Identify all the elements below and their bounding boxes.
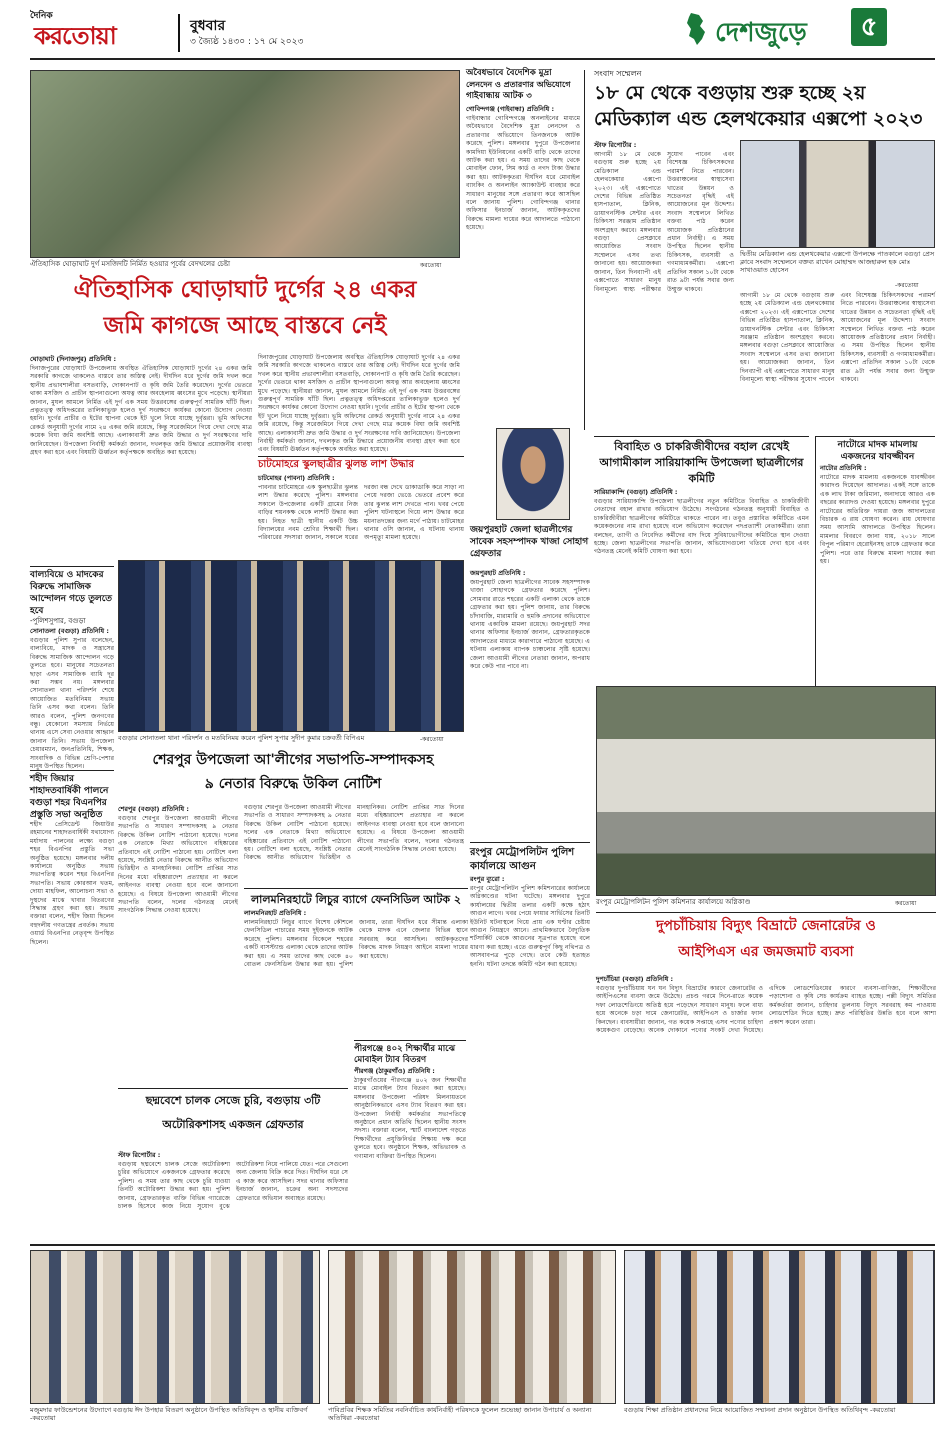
fire-photo-credit: করতোয়া	[895, 900, 917, 907]
story-natore	[815, 436, 935, 686]
story-rangpur-body: রংপুর মেট্রোপলিটন পুলিশ কমিশনারের কার্যালয়ে অগ্নিকাণ্ডের ঘটনা ঘটেছে। মঙ্গলবার দুপুরে কার্যালয়ের দ্বিতীয় তলার একটি কক্ষে হঠাৎ আগুন লাগে। খবর পেয়ে ফায়ার সার্ভিসের তিনটি ইউনিট ঘটনাস্থলে গিয়ে প্রায় এক ঘণ্টার চেষ্টায় আগুন নিয়ন্ত্রণে আনে। প্রাথমিকভাবে বৈদ্যুতিক শর্টসার্কিট থেকে আগুনের সূত্রপাত হয়েছে বলে ধারণা করা হচ্ছে। এতে গুরুত্বপূর্ণ কিছু নথিপত্র ও আসবাবপত্র পুড়ে গেছে। তবে কেউ হতাহত হননি। ঘটনা তদন্তে কমিটি গঠন করা হয়েছে।	[470, 885, 590, 968]
story-pirganj-headline: পীরগঞ্জে ৪০২ শিক্ষার্থীর মাঝে মোবাইল ট্যাব বিতরণ	[354, 1044, 456, 1065]
story-theft-dateline: স্টাফ রিপোর্টার :	[118, 1151, 161, 1159]
story-pirganj	[354, 1040, 466, 1238]
masthead-date: ৩ জ্যৈষ্ঠ ১৪৩০ : ১৭ মে ২০২৩	[190, 37, 304, 47]
story-natore-body: নাটোরে মাদক মামলায় একজনকে যাবজ্জীবন কারাদণ্ড দিয়েছেন আদালত। একই সঙ্গে তাকে এক লাখ টাকা জরিমানা, অনাদায়ে আরও এক বছরের কারাদণ্ড দেওয়া হয়েছে। মঙ্গলবার দুপুরে নাটোরের অতিরিক্ত দায়রা জজ আদালতের বিচারক এ রায় ঘোষণা করেন। রায় ঘোষণার সময় আসামি আদালতে উপস্থিত ছিলেন। মামলার বিবরণে জানা যায়, ২০১৮ সালে বিপুল পরিমাণ হেরোইনসহ তাকে গ্রেফতার করে পুলিশ। পরে তার বিরুদ্ধে মামলা দায়ের করা হয়।	[820, 474, 935, 566]
story-lalmonirhat	[244, 888, 468, 1038]
masthead-small-label: দৈনিক	[30, 11, 53, 21]
masthead-rule	[30, 58, 935, 60]
bottom-photo-3	[624, 1250, 935, 1404]
masthead	[0, 0, 945, 66]
story-saria-headline: বিবাহিত ও চাকরিজীবীদের বহাল রেখেই আগামীকাল সারিয়াকান্দি উপজেলা ছাত্রলীগের কমিটি	[599, 440, 804, 485]
story-saria-body: বগুড়ার সারিয়াকান্দি উপজেলা ছাত্রলীগের নতুন কমিটিতে বিবাহিত ও চাকরিজীবী নেতাদের বহাল রাখার অভিযোগ উঠেছে। সংগঠনের গঠনতন্ত্র অনুযায়ী বিবাহিত ও চাকরিজীবীরা ছাত্রলীগের কমিটিতে থাকতে পারেন না। তবুও প্রস্তাবিত কমিটিতে এমন কয়েকজনের নাম রাখা হয়েছে বলে অভিযোগ করেছেন পদপ্রত্যাশী নেতাকর্মীরা। তারা বলছেন, ত্যাগী ও নিবেদিত কর্মীদের বাদ দিয়ে সুবিধাভোগীদের কমিটিতে স্থান দেওয়া হচ্ছে। জেলা ছাত্রলীগের সভাপতি জানান, অভিযোগগুলো খতিয়ে দেখা হবে এবং গঠনতন্ত্র মেনেই কমিটি ঘোষণা করা হবে।	[594, 498, 809, 556]
fort-photo-caption: ঐতিহাসিক ঘোড়াঘাট দুর্গ মসজিদটি নির্মিত হওয়ার পূর্বের বেদখলের চেষ্টা	[30, 260, 231, 268]
story-sherpur-headline-line2: ৯ নেতার বিরুদ্ধে উকিল নোটিশ	[204, 776, 382, 792]
story-martyr-body: শহীদ প্রেসিডেন্ট জিয়াউর রহমানের শাহাদতবার্ষিকী যথাযোগ্য মর্যাদায় পালনের লক্ষ্যে বগুড়া শহর বিএনপির প্রস্তুতি সভা অনুষ্ঠিত হয়েছে। মঙ্গলবার দলীয় কার্যালয়ে অনুষ্ঠিত সভায় সভাপতিত্ব করেন শহর বিএনপির সভাপতি। সভায় কোরআন খতম, দোয়া মাহফিল, আলোচনা সভা ও দুস্থদের মাঝে খাবার বিতরণের সিদ্ধান্ত গ্রহণ করা হয়। সভায় বক্তারা বলেন, শহীদ জিয়া ছিলেন বহুদলীয় গণতন্ত্রের প্রবর্তক। সভায় ওয়ার্ড বিএনপির নেতৃবৃন্দ উপস্থিত ছিলেন।	[30, 821, 114, 946]
section-banner	[665, 8, 935, 52]
story-expo-headline: ১৮ মে থেকে বগুড়ায় শুরু হচ্ছে ২য় মেডিক্যাল এন্ড হেলথকেয়ার এক্সপো ২০২৩	[594, 82, 923, 130]
story-dupchanchia-dateline: দুপচাঁচিয়া (বগুড়া) প্রতিনিধি :	[596, 975, 674, 983]
fire-photo	[596, 686, 936, 896]
police-photo-credit: -করতোয়া	[420, 736, 444, 743]
story-expo-dateline: স্টাফ রিপোর্টার :	[594, 141, 637, 149]
story-dupchanchia-body: বগুড়ার দুপচাঁচিয়ায় ঘন ঘন বিদ্যুৎ বিভ্রাটের কারণে জেনারেটর ও আইপিএসের ব্যবসা জমে উঠেছে। প্রচণ্ড গরমে দিনে-রাতে কয়েক দফা লোডশেডিংয়ে অতিষ্ঠ হয়ে পড়েছেন সাধারণ মানুষ। ফলে বাধ্য হয়ে অনেকে চড়া দামে জেনারেটর, আইপিএস ও চার্জার ফ্যান কিনছেন। ব্যবসায়ীরা জানান, গত কয়েক সপ্তাহে এসব পণ্যের চাহিদা কয়েকগুণ বেড়েছে। অনেক দোকানে পণ্যের সংকট দেখা দিয়েছে। এদিকে লোডশেডিংয়ের কারণে ব্যবসা-বাণিজ্য, শিক্ষার্থীদের পড়াশোনা ও কৃষি সেচ কার্যক্রম ব্যাহত হচ্ছে। পল্লী বিদ্যুৎ সমিতির কর্মকর্তারা জানান, চাহিদার তুলনায় বিদ্যুৎ সরবরাহ কম পাওয়ায় লোডশেডিং দিতে হচ্ছে। দ্রুত পরিস্থিতির উন্নতি হবে বলে আশা প্রকাশ করেন তারা।	[596, 985, 936, 1035]
story-theft-headline-line1: ছদ্মবেশে চালক সেজে চুরি, বগুড়ায় ৩টি	[145, 1094, 321, 1107]
expo-photo-caption: দ্বিতীয় মেডিক্যাল এন্ড হেলথকেয়ার এক্সপো উপলক্ষে পাতকালে বগুড়া প্রেস ক্লাবে সংবাদ সম্মেলনে বক্তব্য রাখেন মোহাম্মদ আজহারুল হক মোঃ সাখাওয়াত হোসেন	[740, 250, 935, 274]
story-theft	[118, 1150, 348, 1238]
story-dollars	[466, 68, 580, 418]
bangladesh-map-icon	[685, 12, 707, 46]
story-jaipurhat-dateline: জয়পুরহাট প্রতিনিধি :	[470, 569, 526, 577]
story-lalmonirhat-headline: লালমনিরহাটে লিচুর ব্যাগে ফেনসিডিল আটক ২	[250, 893, 462, 906]
story-saria	[594, 436, 809, 686]
bottom-photo-3-caption: বগুড়ায় শিক্ষা প্রতিষ্ঠান প্রধানদের নিয়ে আয়োজিত সম্মাননা প্রদান অনুষ্ঠানে উপস্থিত অতিথিবৃন্দ -করতোয়া	[624, 1406, 896, 1414]
bottom-photo-2	[328, 1250, 616, 1404]
story-rangpur-dateline: রংপুর ব্যুরো :	[470, 875, 505, 883]
lead-dateline: ঘোড়াঘাট (দিনাজপুর) প্রতিনিধি :	[30, 355, 117, 363]
story-bannyo-headline: বাল্যবিয়ে ও মাদকের বিরুদ্ধে সামাজিক আন্দোলন গড়ে তুলতে হবে	[30, 570, 113, 616]
expo-photo	[740, 140, 935, 248]
story-bannyo-body: বগুড়ার পুলিশ সুপার বলেছেন, বাল্যবিয়ে, মাদক ও সন্ত্রাসের বিরুদ্ধে সামাজিক আন্দোলন গড়ে তুলতে হবে। মানুষের সচেতনতা ছাড়া এসব সামাজিক ব্যাধি দূর করা সম্ভব নয়। মঙ্গলবার সোনাতলা থানা পরিদর্শন শেষে আয়োজিত মতবিনিময় সভায় তিনি এসব কথা বলেন। তিনি আরও বলেন, পুলিশ জনগণের বন্ধু। যেকোনো সমস্যায় নির্ভয়ে থানায় এসে সেবা নেওয়ার আহ্বান জানান তিনি। সভায় উপজেলা চেয়ারম্যান, জনপ্রতিনিধি, শিক্ষক, সাংবাদিক ও বিভিন্ন শ্রেণি-পেশার মানুষ উপস্থিত ছিলেন।	[30, 637, 115, 771]
story-sherpur-body-cont: বগুড়ার শেরপুর উপজেলা আওয়ামী লীগের সভাপতি ও সাধারণ সম্পাদকসহ ৯ নেতার বিরুদ্ধে উকিল নোটিশ পাঠানো হয়েছে। দলের এক নেতাকে মিথ্যা অভিযোগে বহিষ্কারের প্রতিবাদে এই নোটিশ পাঠানো হয়। নোটিশে বলা হয়েছে, সংশ্লিষ্ট নেতার বিরুদ্ধে আনীত অভিযোগ ভিত্তিহীন ও মানহানিকর। নোটিশ প্রাপ্তির সাত দিনের মধ্যে বহিষ্কারাদেশ প্রত্যাহার না করলে আইনগত ব্যবস্থা নেওয়া হবে বলে জানানো হয়েছে। এ বিষয়ে উপজেলা আওয়ামী লীগের সভাপতি বলেন, দলের গঠনতন্ত্র মেনেই সাংগঠনিক সিদ্ধান্ত নেওয়া হয়েছে।	[244, 804, 464, 862]
story-natore-headline: নাটোরে মাদক মামলায় একজনের যাবজ্জীবন	[837, 440, 918, 462]
story-dupchanchia-headline	[596, 912, 936, 968]
lead-body: দিনাজপুরের ঘোড়াঘাট উপজেলায় অবস্থিত ঐতিহাসিক ঘোড়াঘাট দুর্গের ২৪ একর জমি সরকারি কাগজে থাকলেও বাস্তবে তার অস্তিত্ব নেই। দীর্ঘদিন ধরে দুর্গের জমি দখল করে স্থানীয় প্রভাবশালীরা বসতবাড়ি, দোকানপাট ও কৃষি জমি তৈরি করেছেন। দুর্গের ভেতরে থাকা মসজিদ ও প্রাচীন স্থাপনাগুলো অযত্ন আর অবহেলায় ধ্বংসের মুখে পড়েছে। স্থানীয়রা জানান, মুঘল আমলে নির্মিত এই দুর্গ এক সময় উত্তরবঙ্গের গুরুত্বপূর্ণ সামরিক ঘাঁটি ছিল। প্রত্নতত্ত্ব অধিদপ্তরের তালিকাভুক্ত হলেও দুর্গ সংরক্ষণে কার্যকর কোনো উদ্যোগ নেওয়া হয়নি। দুর্গের প্রাচীর ও ইটের স্থাপনা থেকে ইট খুলে নিয়ে যাচ্ছে দুর্বৃত্তরা। ভূমি অফিসের রেকর্ড অনুযায়ী দুর্গের নামে ২৪ একর জমি রয়েছে, কিন্তু সরেজমিনে গিয়ে দেখা গেছে মাত্র কয়েক বিঘা জমি অবশিষ্ট আছে। এলাকাবাসী দ্রুত জমি উদ্ধার ও দুর্গ সংরক্ষণের দাবি জানিয়েছেন। উপজেলা নির্বাহী কর্মকর্তা জানান, দখলকৃত জমি উদ্ধারে প্রয়োজনীয় ব্যবস্থা গ্রহণ করা হবে এবং বিষয়টি ঊর্ধ্বতন কর্তৃপক্ষকে অবহিত করা হয়েছে।	[30, 365, 252, 457]
story-rangpur	[470, 842, 590, 1237]
story-chatmohar-headline: চাটমোহরে স্কুলছাত্রীর ঝুলন্ত লাশ উদ্ধার	[258, 459, 414, 470]
story-dupchanchia-headline-line1: দুপচাঁচিয়ায় বিদ্যুৎ বিভ্রাটে জেনারেটর ও	[656, 918, 876, 934]
section-name: দেশজুড়ে	[715, 18, 807, 48]
lead-headline	[30, 272, 460, 352]
story-pirganj-body: ঠাকুরগাঁওয়ের পীরগঞ্জে ৪০২ জন শিক্ষার্থীর মাঝে মোবাইল ট্যাব বিতরণ করা হয়েছে। মঙ্গলবার উপজেলা পরিষদ মিলনায়তনে আনুষ্ঠানিকভাবে এসব ট্যাব বিতরণ করা হয়। উপজেলা নির্বাহী কর্মকর্তার সভাপতিত্বে অনুষ্ঠানে প্রধান অতিথি ছিলেন স্থানীয় সংসদ সদস্য। বক্তারা বলেন, স্মার্ট বাংলাদেশ গড়তে শিক্ষার্থীদের প্রযুক্তিনির্ভর শিক্ষায় দক্ষ করে তুলতে হবে। অনুষ্ঠানে শিক্ষক, অভিভাবক ও গণ্যমান্য ব্যক্তিরা উপস্থিত ছিলেন।	[354, 1077, 466, 1160]
story-sherpur-body: বগুড়ার শেরপুর উপজেলা আওয়ামী লীগের সভাপতি ও সাধারণ সম্পাদকসহ ৯ নেতার বিরুদ্ধে উকিল নোটিশ পাঠানো হয়েছে। দলের এক নেতাকে মিথ্যা অভিযোগে বহিষ্কারের প্রতিবাদে এই নোটিশ পাঠানো হয়। নোটিশে বলা হয়েছে, সংশ্লিষ্ট নেতার বিরুদ্ধে আনীত অভিযোগ ভিত্তিহীন ও মানহানিকর। নোটিশ প্রাপ্তির সাত দিনের মধ্যে বহিষ্কারাদেশ প্রত্যাহার না করলে আইনগত ব্যবস্থা নেওয়া হবে বলে জানানো হয়েছে। এ বিষয়ে উপজেলা আওয়ামী লীগের সভাপতি বলেন, দলের গঠনতন্ত্র মেনেই সাংগঠনিক সিদ্ধান্ত নেওয়া হয়েছে।	[118, 815, 238, 915]
story-bannyo	[30, 566, 115, 771]
story-jaipurhat	[470, 568, 590, 838]
lead-headline-line1: ঐতিহাসিক ঘোড়াঘাট দুর্গের ২৪ একর	[73, 276, 417, 303]
story-theft-headline-line2: অটোরিকশাসহ একজন গ্রেফতার	[162, 1118, 304, 1131]
sohag-portrait	[496, 428, 570, 520]
story-jaipurhat-body: জয়পুরহাট জেলা ছাত্রলীগের সাবেক সহসম্পাদক খাজা সোহাগকে গ্রেফতার করেছে পুলিশ। সোমবার রাতে শহরের একটি এলাকা থেকে তাকে গ্রেফতার করা হয়। পুলিশ জানায়, তার বিরুদ্ধে চাঁদাবাজি, মারামারি ও হুমকি প্রদানের অভিযোগে থানায় একাধিক মামলা রয়েছে। জয়পুরহাট সদর থানার অফিসার ইনচার্জ জানান, গ্রেফতারকৃতকে আদালতের মাধ্যমে কারাগারে পাঠানো হয়েছে। এ ঘটনায় এলাকায় ব্যাপক চাঞ্চল্যের সৃষ্টি হয়েছে। জেলা আওয়ামী লীগের নেতারা জানান, অপরাধ করে কেউ পার পাবে না।	[470, 579, 590, 671]
fort-photo-credit: করতোয়া	[420, 262, 442, 269]
story-pirganj-dateline: পীরগঞ্জ (ঠাকুরগাঁও) প্রতিনিধি :	[354, 1067, 435, 1075]
story-expo-kicker: সংবাদ সম্মেলন	[594, 69, 642, 78]
lead-headline-line2: জমি কাগজে আছে বাস্তবে নেই	[103, 312, 387, 339]
story-lalmonirhat-body: লালমনিরহাটে লিচুর ব্যাগে বিশেষ কৌশলে ফেনসিডিল পাচারের সময় দুইজনকে আটক করেছে পুলিশ। মঙ্গলবার বিকেলে শহরের একটি বাসস্ট্যান্ড এলাকা থেকে তাদের আটক করা হয়। এ সময় তাদের কাছ থেকে ৪০ বোতল ফেনসিডিল উদ্ধার করা হয়। পুলিশ জানায়, তারা দীর্ঘদিন ধরে সীমান্ত এলাকা থেকে মাদক এনে জেলার বিভিন্ন স্থানে সরবরাহ করে আসছিল। আটককৃতদের বিরুদ্ধে মাদক নিয়ন্ত্রণ আইনে মামলা দায়ের করা হয়েছে।	[244, 919, 468, 969]
story-chatmohar-body: পাবনার চাটমোহরে এক স্কুলছাত্রীর ঝুলন্ত লাশ উদ্ধার করেছে পুলিশ। মঙ্গলবার সকালে উপজেলার একটি গ্রামের নিজ বাড়ির শয়নকক্ষ থেকে লাশটি উদ্ধার করা হয়। নিহত ছাত্রী স্থানীয় একটি উচ্চ বিদ্যালয়ের নবম শ্রেণির শিক্ষার্থী ছিল। পরিবারের সদস্যরা জানান, সকালে ঘরের দরজা বন্ধ দেখে ডাকাডাকি করে সাড়া না পেয়ে দরজা ভেঙে ভেতরে প্রবেশ করে তার ঝুলন্ত লাশ দেখতে পান। খবর পেয়ে পুলিশ ঘটনাস্থলে গিয়ে লাশ উদ্ধার করে ময়নাতদন্তের জন্য মর্গে পাঠায়। চাটমোহর থানার ওসি জানান, এ ঘটনায় থানায় অপমৃত্যু মামলা হয়েছে।	[258, 484, 464, 542]
masthead-logo	[30, 8, 170, 52]
masthead-divider	[178, 14, 180, 52]
story-sherpur-headline-line1: শেরপুর উপজেলা আ'লীগের সভাপতি-সম্পাদকসহ	[152, 752, 434, 768]
bottom-photo-1-caption: মজুমদার ফাউন্ডেশনের উদ্যোগে বগুড়ায় ঈদ উপহার বিতরণ অনুষ্ঠানে উপস্থিত অতিথিবৃন্দ ও স্থানীয় ব্যক্তিবর্গ -করতোয়া	[30, 1406, 308, 1422]
page-number: ৫	[851, 8, 887, 46]
story-bannyo-dateline: সোনাতলা (বগুড়া) প্রতিনিধি :	[30, 627, 109, 635]
police-photo-caption: বগুড়ার সোনাতলা থানা পরিদর্শন ও মতবিনিময় করেন পুলিশ সুপার সুদীপ কুমার চক্রবর্তী বিপিএম	[118, 734, 365, 742]
story-expo-text	[594, 140, 734, 430]
masthead-day: বুধবার	[190, 18, 226, 34]
story-dollars-headline-top: অবৈধভাবে বৈদেশিক মুদ্রা	[466, 68, 552, 78]
story-expo-body: আগামী ১৮ মে থেকে বগুড়ায় শুরু হচ্ছে ২য় মেডিক্যাল এন্ড হেলথকেয়ার এক্সপো ২০২৩। এই এক্সপোতে দেশের বিভিন্ন প্রতিষ্ঠিত হাসপাতাল, ক্লিনিক, ডায়াগনস্টিক সেন্টার এবং চিকিৎসা সরঞ্জাম প্রতিষ্ঠান অংশগ্রহণ করবে। মঙ্গলবার বগুড়া প্রেসক্লাবে আয়োজিত সংবাদ সম্মেলনে এসব তথ্য জানানো হয়। আয়োজকরা জানান, তিন দিনব্যাপী এই এক্সপোতে সাধারণ মানুষ বিনামূল্যে স্বাস্থ্য পরীক্ষার সুযোগ পাবেন এবং বিশেষজ্ঞ চিকিৎসকদের পরামর্শ নিতে পারবেন। উত্তরাঞ্চলের স্বাস্থ্যসেবা খাতের উন্নয়ন ও সচেতনতা বৃদ্ধিই এই আয়োজনের মূল উদ্দেশ্য। সংবাদ সম্মেলনে লিখিত বক্তব্য পাঠ করেন আয়োজক প্রতিষ্ঠানের প্রধান নির্বাহী। এ সময় উপস্থিত ছিলেন স্থানীয় চিকিৎসক, ব্যবসায়ী ও গণমাধ্যমকর্মীরা। এক্সপো প্রতিদিন সকাল ১০টা থেকে রাত ৯টা পর্যন্ত সবার জন্য উন্মুক্ত থাকবে।	[594, 151, 735, 293]
masthead-paper-name: করতোয়া	[34, 21, 116, 50]
story-martyr	[30, 770, 114, 1190]
story-saria-dateline: সারিয়াকান্দি (বগুড়া) প্রতিনিধি :	[594, 488, 678, 496]
police-photo	[118, 560, 464, 732]
lead-story-text	[30, 354, 252, 562]
bottom-photo-2-caption: পাবিপ্রবির শিক্ষক সমিতির নবনির্বাচিত কার্যনির্বাহী পরিষদকে ফুলেল শুভেচ্ছা জানান উপাচার্য ও অন্যান্য অতিথিরা -করতোয়া	[328, 1406, 592, 1422]
story-dupchanchia-headline-line2: আইপিএস এর জমজমাট ব্যবসা	[678, 944, 854, 960]
expo-photo-credit: -করতোয়া	[895, 282, 919, 289]
fort-photo	[30, 70, 460, 258]
fire-photo-caption: রংপুর মেট্রোপলিটন পুলিশ কমিশনার কার্যালয়ে অগ্নিকাণ্ড	[596, 898, 751, 906]
story-theft-headline	[118, 1088, 348, 1146]
story-bannyo-place: -পুলিশসুপার, বগুড়া	[30, 617, 86, 625]
story-theft-body: বগুড়ায় ছদ্মবেশে চালক সেজে অটোরিকশা চুরির অভিযোগে একজনকে গ্রেফতার করেছে পুলিশ। এ সময় তার কাছ থেকে চুরি যাওয়া তিনটি অটোরিকশা উদ্ধার করা হয়। পুলিশ জানায়, গ্রেফতারকৃত ব্যক্তি বিভিন্ন গ্যারেজে চালক হিসেবে কাজ নিয়ে সুযোগ বুঝে অটোরিকশা নিয়ে পালিয়ে যেত। পরে সেগুলো অন্য জেলায় বিক্রি করে দিত। দীর্ঘদিন ধরে সে এ কাজ করে আসছিল। সদর থানার অফিসার ইনচার্জ জানান, চক্রের অন্য সদস্যদের গ্রেফতারে অভিযান অব্যাহত রয়েছে।	[118, 1161, 348, 1211]
bottom-photo-1	[30, 1250, 320, 1404]
story-sherpur-dateline: শেরপুর (বগুড়া) প্রতিনিধি :	[118, 805, 189, 813]
story-sherpur	[118, 804, 238, 1084]
divider-vertical-1	[584, 70, 585, 430]
bottom-rule	[30, 1244, 935, 1246]
story-dupchanchia	[596, 974, 936, 1240]
story-jaipurhat-headline: জয়পুরহাট জেলা ছাত্রলীগের সাবেক সহসম্পাদক খাজা সোহাগ গ্রেফতার	[470, 525, 589, 559]
story-dollars-headline-main: লেনদেন ও প্রতারণার অভিযোগে	[466, 79, 571, 89]
story-natore-dateline: নাটোর প্রতিনিধি :	[820, 464, 867, 472]
story-dollars-headline-sub: গাইবান্ধায় আটক ৩	[466, 91, 532, 101]
story-rangpur-headline: রংপুর মেট্রোপলিটন পুলিশ কার্যালয়ে আগুন	[470, 847, 575, 872]
story-sherpur-headline	[118, 748, 468, 800]
story-dollars-body: গাইবান্ধার গোবিন্দগঞ্জে অনলাইনের মাধ্যমে অবৈধভাবে বৈদেশিক মুদ্রা লেনদেন ও প্রতারণার অভিযোগে তিনজনকে আটক করেছে পুলিশ। মঙ্গলবার দুপুরে উপজেলার কামদিয়া ইউনিয়নের একটি বাড়ি থেকে তাদের আটক করা হয়। এ সময় তাদের কাছ থেকে মোবাইল ফোন, সিম কার্ড ও নগদ টাকা উদ্ধার করা হয়। আটককৃতরা দীর্ঘদিন ধরে মোবাইল ব্যাংকিং ও অনলাইন অ্যাকাউন্ট ব্যবহার করে সাধারণ মানুষের সঙ্গে প্রতারণা করে আসছিল বলে জানায় পুলিশ। গোবিন্দগঞ্জ থানার অফিসার ইনচার্জ জানান, আটককৃতদের বিরুদ্ধে মামলা দায়ের করে আদালতে পাঠানো হয়েছে।	[466, 115, 580, 232]
story-martyr-headline: শহীদ জিয়ার শাহাদতবার্ষিকী পালনে বগুড়া শহর বিএনপির প্রস্তুতি সভা অনুষ্ঠিত	[30, 774, 109, 820]
story-chatmohar	[258, 456, 464, 566]
lead-body-cont: দিনাজপুরের ঘোড়াঘাট উপজেলায় অবস্থিত ঐতিহাসিক ঘোড়াঘাট দুর্গের ২৪ একর জমি সরকারি কাগজে থাকলেও বাস্তবে তার অস্তিত্ব নেই। দীর্ঘদিন ধরে দুর্গের জমি দখল করে স্থানীয় প্রভাবশালীরা বসতবাড়ি, দোকানপাট ও কৃষি জমি তৈরি করেছেন। দুর্গের ভেতরে থাকা মসজিদ ও প্রাচীন স্থাপনাগুলো অযত্ন আর অবহেলায় ধ্বংসের মুখে পড়েছে। স্থানীয়রা জানান, মুঘল আমলে নির্মিত এই দুর্গ এক সময় উত্তরবঙ্গের গুরুত্বপূর্ণ সামরিক ঘাঁটি ছিল। প্রত্নতত্ত্ব অধিদপ্তরের তালিকাভুক্ত হলেও দুর্গ সংরক্ষণে কার্যকর কোনো উদ্যোগ নেওয়া হয়নি। দুর্গের প্রাচীর ও ইটের স্থাপনা থেকে ইট খুলে নিয়ে যাচ্ছে দুর্বৃত্তরা। ভূমি অফিসের রেকর্ড অনুযায়ী দুর্গের নামে ২৪ একর জমি রয়েছে, কিন্তু সরেজমিনে গিয়ে দেখা গেছে মাত্র কয়েক বিঘা জমি অবশিষ্ট আছে। এলাকাবাসী দ্রুত জমি উদ্ধার ও দুর্গ সংরক্ষণের দাবি জানিয়েছেন। উপজেলা নির্বাহী কর্মকর্তা জানান, দখলকৃত জমি উদ্ধারে প্রয়োজনীয় ব্যবস্থা গ্রহণ করা হবে এবং বিষয়টি ঊর্ধ্বতন কর্তৃপক্ষকে অবহিত করা হয়েছে।	[258, 354, 460, 454]
story-lalmonirhat-dateline: লালমনিরহাট প্রতিনিধি :	[244, 909, 307, 917]
story-expo-body-cont: আগামী ১৮ মে থেকে বগুড়ায় শুরু হচ্ছে ২য় মেডিক্যাল এন্ড হেলথকেয়ার এক্সপো ২০২৩। এই এক্সপোতে দেশের বিভিন্ন প্রতিষ্ঠিত হাসপাতাল, ক্লিনিক, ডায়াগনস্টিক সেন্টার এবং চিকিৎসা সরঞ্জাম প্রতিষ্ঠান অংশগ্রহণ করবে। মঙ্গলবার বগুড়া প্রেসক্লাবে আয়োজিত সংবাদ সম্মেলনে এসব তথ্য জানানো হয়। আয়োজকরা জানান, তিন দিনব্যাপী এই এক্সপোতে সাধারণ মানুষ বিনামূল্যে স্বাস্থ্য পরীক্ষার সুযোগ পাবেন এবং বিশেষজ্ঞ চিকিৎসকদের পরামর্শ নিতে পারবেন। উত্তরাঞ্চলের স্বাস্থ্যসেবা খাতের উন্নয়ন ও সচেতনতা বৃদ্ধিই এই আয়োজনের মূল উদ্দেশ্য। সংবাদ সম্মেলনে লিখিত বক্তব্য পাঠ করেন আয়োজক প্রতিষ্ঠানের প্রধান নির্বাহী। এ সময় উপস্থিত ছিলেন স্থানীয় চিকিৎসক, ব্যবসায়ী ও গণমাধ্যমকর্মীরা। এক্সপো প্রতিদিন সকাল ১০টা থেকে রাত ৯টা পর্যন্ত সবার জন্য উন্মুক্ত থাকবে।	[740, 292, 935, 384]
story-dollars-dateline: গোবিন্দগঞ্জ (গাইবান্ধা) প্রতিনিধি :	[466, 105, 555, 113]
story-chatmohar-dateline: চাটমোহর (পাবনা) প্রতিনিধি :	[258, 474, 335, 482]
